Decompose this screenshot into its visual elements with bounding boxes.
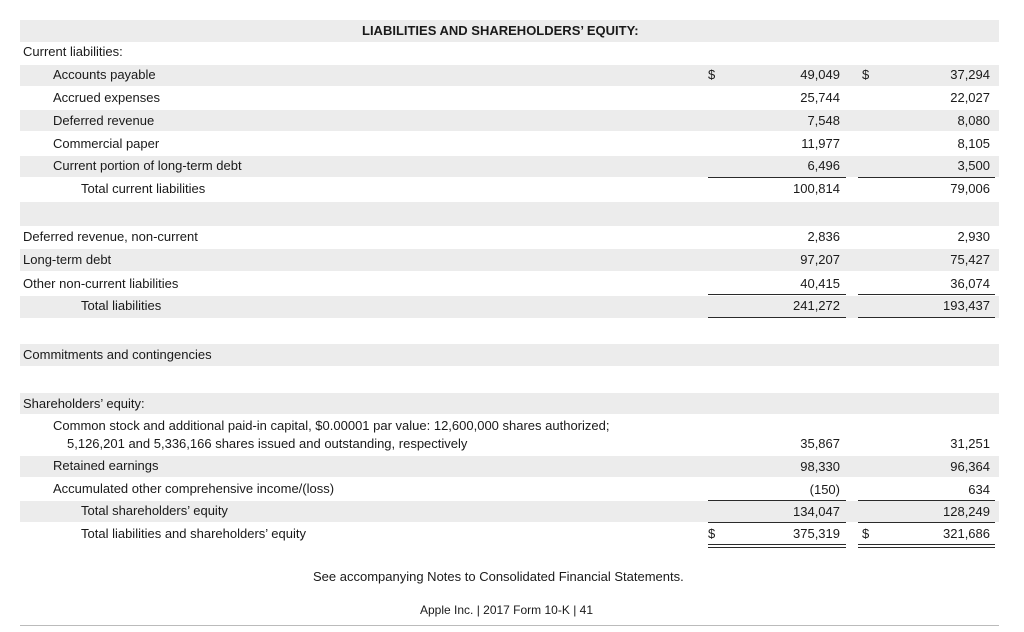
deferred-revenue-noncurrent-2017: 2,836 [807,229,840,244]
section-header: LIABILITIES AND SHAREHOLDERS’ EQUITY: [362,23,639,38]
currency-sign: $ [708,526,716,541]
aoci-2016: 634 [968,482,990,497]
total-equity-2017: 134,047 [793,504,840,519]
common-stock-2016: 31,251 [950,436,990,451]
accrued-expenses-2016: 22,027 [950,90,990,105]
common-stock-2017: 35,867 [800,436,840,451]
row-band [20,393,999,414]
row-band [20,65,999,86]
long-term-debt-2017: 97,207 [800,252,840,267]
subtotal-rule [858,522,995,523]
common-stock-label-line1: Common stock and additional paid-in capital, $0.00001 par value: 12,600,000 shares authorized; [53,418,610,433]
subtotal-rule [858,500,995,501]
current-ltd-2017: 6,496 [807,158,840,173]
deferred-revenue-2017: 7,548 [807,113,840,128]
grand-total-2017: 375,319 [793,526,840,541]
subtotal-rule [708,177,846,178]
total-rule [708,317,846,318]
aoci-2017: (150) [809,482,840,497]
total-equity-label: Total shareholders’ equity [81,503,228,518]
double-rule-bottom [708,547,846,548]
subtotal-rule [708,500,846,501]
total-current-liabilities-2016: 79,006 [950,181,990,196]
row-band [20,110,999,131]
currency-sign: $ [862,526,870,541]
current-liabilities-label: Current liabilities: [23,44,123,59]
subtotal-rule [858,177,995,178]
row-band [20,249,999,271]
row-band [20,296,999,318]
total-liabilities-label: Total liabilities [81,298,162,313]
retained-earnings-2016: 96,364 [950,459,990,474]
row-band [20,456,999,477]
grand-total-2016: 321,686 [943,526,990,541]
subtotal-rule [858,294,995,295]
subtotal-rule [708,294,846,295]
total-liabilities-2017: 241,272 [793,298,840,313]
deferred-revenue-noncurrent-2016: 2,930 [957,229,990,244]
total-current-liabilities-2017: 100,814 [793,181,840,196]
currency-sign: $ [862,67,870,82]
deferred-revenue-2016: 8,080 [957,113,990,128]
commercial-paper-label: Commercial paper [53,136,160,151]
double-rule-top [708,544,846,545]
total-current-liabilities-label: Total current liabilities [81,181,206,196]
shareholders-equity-label: Shareholders’ equity: [23,396,145,411]
double-rule-bottom [858,547,995,548]
other-noncurrent-2017: 40,415 [800,276,840,291]
commercial-paper-2017: 11,977 [801,136,840,151]
currency-sign: $ [708,67,716,82]
accounts-payable-label: Accounts payable [53,67,156,82]
accounts-payable-2017: 49,049 [800,67,840,82]
commitments-label: Commitments and contingencies [23,347,212,362]
common-stock-label-line2: 5,126,201 and 5,336,166 shares issued and outstanding, respectively [67,436,468,451]
accrued-expenses-label: Accrued expenses [53,90,160,105]
page-footer: Apple Inc. | 2017 Form 10-K | 41 [420,603,593,617]
total-liabilities-2016: 193,437 [943,298,990,313]
total-rule [858,317,995,318]
current-ltd-2016: 3,500 [957,158,990,173]
retained-earnings-2017: 98,330 [800,459,840,474]
long-term-debt-2016: 75,427 [950,252,990,267]
long-term-debt-label: Long-term debt [23,252,112,267]
current-ltd-label: Current portion of long-term debt [53,158,242,173]
notes-reference: See accompanying Notes to Consolidated Financial Statements. [313,569,684,584]
total-equity-2016: 128,249 [943,504,990,519]
retained-earnings-label: Retained earnings [53,458,159,473]
accrued-expenses-2017: 25,744 [800,90,840,105]
other-noncurrent-label: Other non-current liabilities [23,276,179,291]
aoci-label: Accumulated other comprehensive income/(loss) [53,481,335,496]
deferred-revenue-noncurrent-label: Deferred revenue, non-current [23,229,198,244]
double-rule-top [858,544,995,545]
commercial-paper-2016: 8,105 [957,136,990,151]
grand-total-label: Total liabilities and shareholders’ equity [81,526,306,541]
subtotal-rule [708,522,846,523]
other-noncurrent-2016: 36,074 [950,276,990,291]
page-bottom-rule [20,625,999,626]
deferred-revenue-label: Deferred revenue [53,113,155,128]
row-band [20,202,999,226]
accounts-payable-2016: 37,294 [950,67,990,82]
